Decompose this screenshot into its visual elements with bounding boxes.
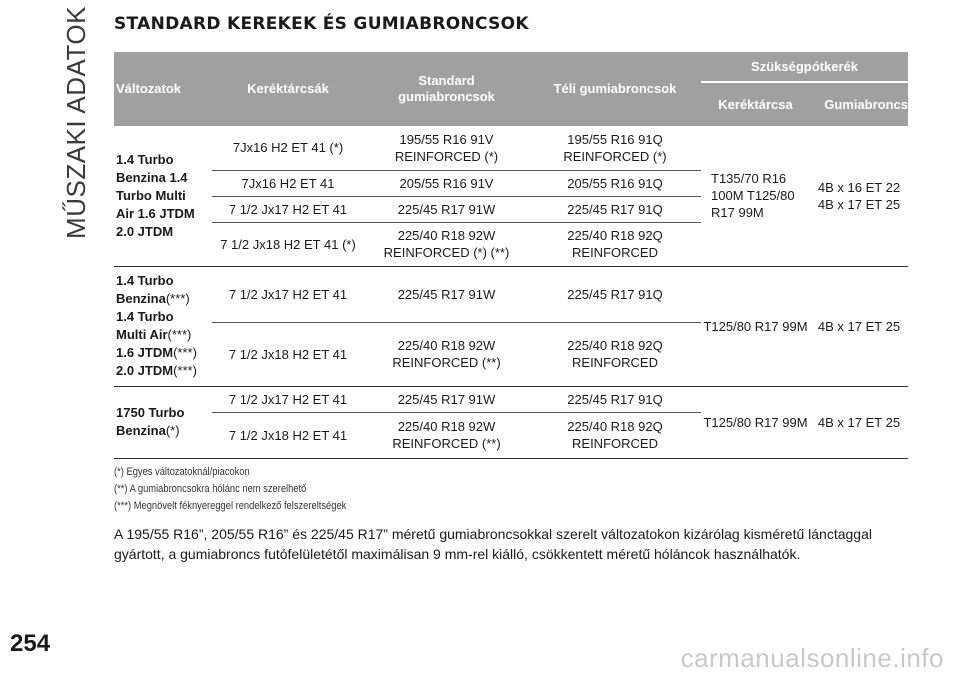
snow-chain-note: A 195/55 R16”, 205/55 R16” és 225/45 R17” méretű gumiabroncsokkal szerelt változatokon kizárólag kisméretű lánctaggal gyártott, a gumiabroncs futófelületétől maximálisan 9 mm-rel kiálló, csökkentett méretű hóláncok használhatók.	[114, 526, 872, 562]
rim-cell: 7 1/2 Jx18 H2 ET 41	[212, 322, 364, 386]
winter-cell: 225/45 R17 91Q	[529, 266, 701, 322]
model-line: 2.0 JTDM(***)	[116, 363, 197, 378]
model-line: 1.6 JTDM(***)	[116, 345, 197, 360]
model-line: Benzina(***)	[116, 291, 190, 306]
header-spare-rim: Keréktárcsa	[701, 82, 810, 126]
footnote-3: (***) Megnövelt féknyereggel rendelkező felszereltségek	[114, 500, 347, 512]
standard-cell: 205/55 R16 91V	[364, 170, 529, 196]
model-line: 1.4 Turbo	[116, 273, 174, 288]
model-cell	[114, 386, 212, 458]
winter-cell: 225/45 R17 91Q	[529, 386, 701, 412]
footnote-2: (**) A gumiabroncsokra hólánc nem szerelhető	[114, 483, 307, 495]
spare-rim-cell: 4B x 17 ET 25	[810, 386, 908, 458]
rim-cell: 7Jx16 H2 ET 41 (*)	[212, 126, 364, 170]
rim-cell: 7 1/2 Jx17 H2 ET 41	[212, 196, 364, 222]
rim-cell: 7 1/2 Jx18 H2 ET 41 (*)	[212, 222, 364, 266]
winter-cell: 225/45 R17 91Q	[529, 196, 701, 222]
header-rims: Keréktárcsák	[212, 52, 364, 126]
table-row	[114, 386, 908, 412]
header-spare-wheel: Szükségpótkerék	[701, 52, 908, 82]
footnotes	[114, 464, 387, 515]
footnote-1: (*) Egyes változatoknál/piacokon	[114, 466, 250, 478]
header-standard-tyres	[364, 52, 529, 126]
standard-cell: 195/55 R16 91V REINFORCED (*)	[364, 126, 529, 170]
table-row	[114, 266, 908, 322]
page-number: 254	[10, 630, 51, 657]
standard-cell: 225/45 R17 91W	[364, 386, 529, 412]
model-cell	[114, 126, 212, 266]
rim-cell: 7 1/2 Jx18 H2 ET 41	[212, 412, 364, 458]
model-line: Turbo Multi	[116, 187, 186, 203]
model-line: Multi Air(***)	[116, 327, 192, 342]
table-row	[114, 126, 908, 170]
header-spare-tyre: Gumiabroncs	[810, 82, 908, 126]
winter-cell: 225/40 R18 92Q REINFORCED	[529, 222, 701, 266]
rim-cell: 7 1/2 Jx17 H2 ET 41	[212, 386, 364, 412]
model-line: 1.4 Turbo	[116, 309, 174, 324]
rim-cell: 7Jx16 H2 ET 41	[212, 170, 364, 196]
wheels-tyres-table	[114, 52, 908, 459]
spare-tyre-cell: T125/80 R17 99M	[701, 266, 810, 386]
header-variants: Változatok	[114, 52, 212, 126]
standard-cell: 225/45 R17 91W	[364, 266, 529, 322]
spare-rim-cell: 4B x 17 ET 25	[810, 266, 908, 386]
header-standard-line1: Standard	[418, 73, 475, 88]
section-tab-label: MŰSZAKI ADATOK	[60, 5, 91, 239]
spare-rim-cell: 4B x 16 ET 22 4B x 17 ET 25	[810, 126, 908, 266]
standard-cell: 225/40 R18 92W REINFORCED (**)	[364, 412, 529, 458]
model-line: Benzina(*)	[116, 423, 180, 438]
model-line: Benzina 1.4	[116, 169, 188, 185]
winter-cell: 195/55 R16 91Q REINFORCED (*)	[529, 126, 701, 170]
rim-cell: 7 1/2 Jx17 H2 ET 41	[212, 266, 364, 322]
standard-cell: 225/40 R18 92W REINFORCED (*) (**)	[364, 222, 529, 266]
spare-tyre-cell: T135/70 R16 100M T125/80 R17 99M	[701, 126, 810, 266]
header-winter-tyres: Téli gumiabroncsok	[529, 52, 701, 126]
model-line: 1750 Turbo	[116, 405, 185, 420]
watermark: carmanualsonline.info	[680, 643, 944, 673]
winter-cell: 225/40 R18 92Q REINFORCED	[529, 322, 701, 386]
section-title: STANDARD KEREKEK ÉS GUMIABRONCSOK	[114, 14, 529, 34]
section-tab	[56, 5, 96, 239]
spare-tyre-cell: T125/80 R17 99M	[701, 386, 810, 458]
model-cell	[114, 266, 212, 386]
model-line: 2.0 JTDM	[116, 223, 174, 239]
header-standard-line2: gumiabroncsok	[398, 89, 495, 104]
winter-cell: 205/55 R16 91Q	[529, 170, 701, 196]
standard-cell: 225/45 R17 91W	[364, 196, 529, 222]
model-line: Air 1.6 JTDM	[116, 205, 195, 221]
model-line: 1.4 Turbo	[116, 151, 174, 167]
standard-cell: 225/40 R18 92W REINFORCED (**)	[364, 322, 529, 386]
winter-cell: 225/40 R18 92Q REINFORCED	[529, 412, 701, 458]
